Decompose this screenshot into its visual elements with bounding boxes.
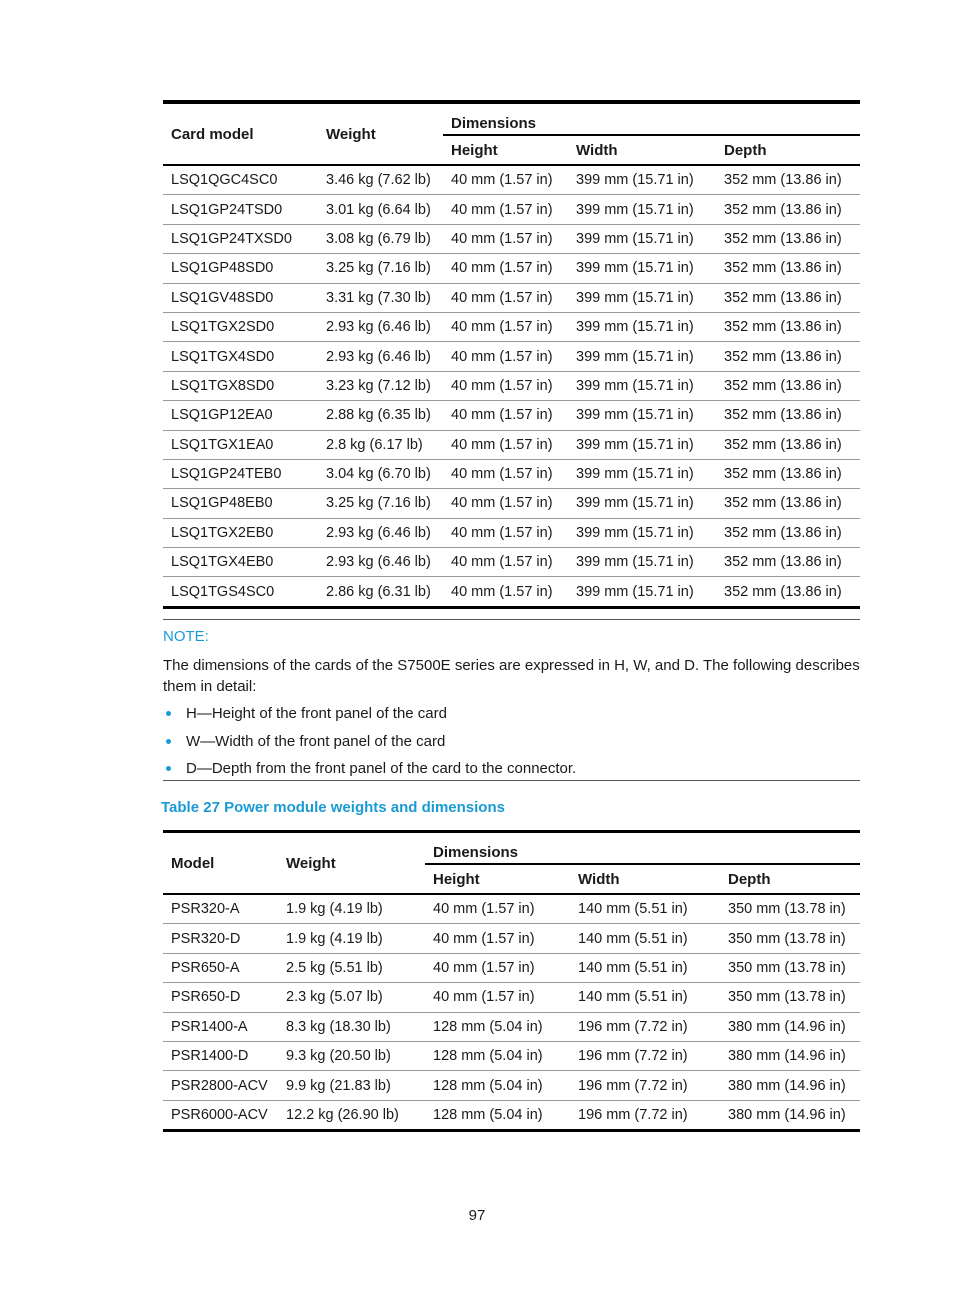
table-cell: 128 mm (5.04 in) xyxy=(425,1071,570,1100)
table-cell: 350 mm (13.78 in) xyxy=(720,924,860,953)
table-cell: 140 mm (5.51 in) xyxy=(570,924,720,953)
table-cell: PSR1400-A xyxy=(163,1012,278,1041)
list-item: D—Depth from the front panel of the card to the connector. xyxy=(163,759,576,787)
table-cell: LSQ1GP24TXSD0 xyxy=(163,224,318,253)
table-cell: PSR2800-ACV xyxy=(163,1071,278,1100)
table-cell: 2.8 kg (6.17 lb) xyxy=(318,430,443,459)
table-cell: 40 mm (1.57 in) xyxy=(451,172,553,189)
table-row xyxy=(163,924,860,953)
table-cell: 2.93 kg (6.46 lb) xyxy=(318,312,443,341)
table-cell: 399 mm (15.71 in) xyxy=(568,401,716,430)
table-cell: 9.9 kg (21.83 lb) xyxy=(278,1071,425,1100)
table-cell: 3.46 kg (7.62 lb) xyxy=(326,172,431,189)
table-cell: 380 mm (14.96 in) xyxy=(720,1041,860,1070)
table-cell: LSQ1QGC4SC0 xyxy=(171,172,278,189)
table-cell: 3.25 kg (7.16 lb) xyxy=(318,489,443,518)
table-cell: 352 mm (13.86 in) xyxy=(716,195,860,224)
table-cell: LSQ1TGS4SC0 xyxy=(163,577,318,607)
header-card-model: Card model xyxy=(163,102,318,165)
page-number: 97 xyxy=(468,1207,486,1224)
table-row xyxy=(163,489,860,518)
table-row xyxy=(163,577,860,607)
table-cell: 350 mm (13.78 in) xyxy=(720,953,860,982)
list-item: H—Height of the front panel of the card xyxy=(163,704,576,732)
table-cell: 196 mm (7.72 in) xyxy=(570,1100,720,1130)
table-cell: 399 mm (15.71 in) xyxy=(568,430,716,459)
header-height: Height xyxy=(425,864,570,894)
table-cell: 352 mm (13.86 in) xyxy=(716,518,860,547)
table-row xyxy=(163,224,860,253)
table-cell: LSQ1GP24TEB0 xyxy=(163,459,318,488)
table-cell: 352 mm (13.86 in) xyxy=(716,254,860,283)
table-cell: 196 mm (7.72 in) xyxy=(570,1041,720,1070)
table-cell: LSQ1GP24TSD0 xyxy=(163,195,318,224)
table-cell: 140 mm (5.51 in) xyxy=(570,983,720,1012)
table-cell: LSQ1TGX2EB0 xyxy=(163,518,318,547)
table-cell: 40 mm (1.57 in) xyxy=(425,924,570,953)
table-cell: 40 mm (1.57 in) xyxy=(443,254,568,283)
table-cell: LSQ1GP48EB0 xyxy=(163,489,318,518)
table-cell: 399 mm (15.71 in) xyxy=(576,172,694,189)
table-cell: 2.93 kg (6.46 lb) xyxy=(318,342,443,371)
table-cell: 40 mm (1.57 in) xyxy=(443,283,568,312)
table-row xyxy=(163,283,860,312)
card-rows xyxy=(163,165,860,607)
table-cell: 196 mm (7.72 in) xyxy=(570,1071,720,1100)
table-row xyxy=(163,401,860,430)
note-box xyxy=(163,619,860,781)
table-row xyxy=(163,983,860,1012)
table-cell: LSQ1GV48SD0 xyxy=(163,283,318,312)
list-item: W—Width of the front panel of the card xyxy=(163,732,576,760)
table-cell: 352 mm (13.86 in) xyxy=(716,548,860,577)
table-cell: 128 mm (5.04 in) xyxy=(425,1012,570,1041)
table-cell: 399 mm (15.71 in) xyxy=(568,342,716,371)
table-cell: 2.93 kg (6.46 lb) xyxy=(318,548,443,577)
table-cell: 3.23 kg (7.12 lb) xyxy=(318,371,443,400)
table-cell: 399 mm (15.71 in) xyxy=(568,577,716,607)
table-cell: 40 mm (1.57 in) xyxy=(443,224,568,253)
table-cell: 40 mm (1.57 in) xyxy=(443,195,568,224)
table-cell: 352 mm (13.86 in) xyxy=(716,312,860,341)
table-cell: PSR650-A xyxy=(163,953,278,982)
table-cell: 40 mm (1.57 in) xyxy=(443,577,568,607)
table-cell: 40 mm (1.57 in) xyxy=(443,312,568,341)
table-cell: PSR320-A xyxy=(171,901,240,918)
table-cell: 399 mm (15.71 in) xyxy=(568,195,716,224)
table-cell: 352 mm (13.86 in) xyxy=(716,577,860,607)
table-cell: LSQ1TGX2SD0 xyxy=(163,312,318,341)
table-cell: 2.3 kg (5.07 lb) xyxy=(278,983,425,1012)
table-cell: 140 mm (5.51 in) xyxy=(578,901,688,918)
table-cell: 352 mm (13.86 in) xyxy=(716,371,860,400)
table-cell: 40 mm (1.57 in) xyxy=(443,518,568,547)
table-cell: 1.9 kg (4.19 lb) xyxy=(278,924,425,953)
table-row xyxy=(163,312,860,341)
table-cell: 352 mm (13.86 in) xyxy=(716,283,860,312)
table-row xyxy=(163,1100,860,1130)
table-cell: 2.86 kg (6.31 lb) xyxy=(318,577,443,607)
bullet-icon xyxy=(166,739,171,744)
table-cell: 40 mm (1.57 in) xyxy=(425,953,570,982)
table-cell: 2.88 kg (6.35 lb) xyxy=(318,401,443,430)
table-row xyxy=(163,518,860,547)
table-cell: 3.04 kg (6.70 lb) xyxy=(318,459,443,488)
header-width: Width xyxy=(570,864,720,894)
header-dimensions: Dimensions xyxy=(425,832,860,865)
table-cell: 3.25 kg (7.16 lb) xyxy=(318,254,443,283)
table-cell: 399 mm (15.71 in) xyxy=(568,548,716,577)
table-cell: LSQ1TGX4EB0 xyxy=(163,548,318,577)
table-row xyxy=(163,254,860,283)
table-row xyxy=(163,894,860,924)
table-cell: LSQ1GP48SD0 xyxy=(163,254,318,283)
table-cell: 352 mm (13.86 in) xyxy=(716,401,860,430)
table-cell: 3.31 kg (7.30 lb) xyxy=(318,283,443,312)
header-depth: Depth xyxy=(720,864,860,894)
note-text: The dimensions of the cards of the S7500E series are expressed in H, W, and D. The following describes them in detail: xyxy=(163,657,860,695)
table-cell: 352 mm (13.86 in) xyxy=(716,342,860,371)
table-cell: LSQ1GP12EA0 xyxy=(163,401,318,430)
table-row xyxy=(163,1041,860,1070)
table-cell: PSR650-D xyxy=(163,983,278,1012)
table-cell: 1.9 kg (4.19 lb) xyxy=(286,901,383,918)
table-cell: 350 mm (13.78 in) xyxy=(720,983,860,1012)
table-cell: 380 mm (14.96 in) xyxy=(720,1071,860,1100)
table-cell: 40 mm (1.57 in) xyxy=(425,983,570,1012)
table-cell: 350 mm (13.78 in) xyxy=(728,901,846,918)
header-weight: Weight xyxy=(278,832,425,895)
table-cell: 40 mm (1.57 in) xyxy=(443,342,568,371)
table-row xyxy=(163,430,860,459)
table-cell: 8.3 kg (18.30 lb) xyxy=(278,1012,425,1041)
table-cell: 352 mm (13.86 in) xyxy=(716,489,860,518)
table-cell: 399 mm (15.71 in) xyxy=(568,371,716,400)
table-cell: 399 mm (15.71 in) xyxy=(568,489,716,518)
table-cell: 40 mm (1.57 in) xyxy=(443,371,568,400)
table-cell: 352 mm (13.86 in) xyxy=(716,459,860,488)
table-cell: 399 mm (15.71 in) xyxy=(568,254,716,283)
table-cell: 40 mm (1.57 in) xyxy=(443,459,568,488)
table-cell: 196 mm (7.72 in) xyxy=(570,1012,720,1041)
table-cell: LSQ1TGX1EA0 xyxy=(163,430,318,459)
header-model: Model xyxy=(163,832,278,895)
table-cell: 40 mm (1.57 in) xyxy=(443,430,568,459)
table-cell: 9.3 kg (20.50 lb) xyxy=(278,1041,425,1070)
table-row xyxy=(163,371,860,400)
table-cell: 399 mm (15.71 in) xyxy=(568,518,716,547)
table-cell: 128 mm (5.04 in) xyxy=(425,1041,570,1070)
note-label: NOTE: xyxy=(163,628,209,645)
table-cell: 40 mm (1.57 in) xyxy=(443,401,568,430)
table-caption: Table 27 Power module weights and dimensions xyxy=(161,799,505,816)
table-row xyxy=(163,548,860,577)
table-cell: 40 mm (1.57 in) xyxy=(443,548,568,577)
table-cell: LSQ1TGX4SD0 xyxy=(163,342,318,371)
card-dimensions-table xyxy=(163,100,860,609)
table-row xyxy=(163,1012,860,1041)
table-cell: LSQ1TGX8SD0 xyxy=(163,371,318,400)
table-cell: 352 mm (13.86 in) xyxy=(724,172,842,189)
table-row xyxy=(163,195,860,224)
table-cell: 12.2 kg (26.90 lb) xyxy=(278,1100,425,1130)
table-cell: 2.93 kg (6.46 lb) xyxy=(318,518,443,547)
table-cell: PSR320-D xyxy=(163,924,278,953)
header-weight: Weight xyxy=(318,102,443,165)
table-cell: 3.01 kg (6.64 lb) xyxy=(318,195,443,224)
bullet-icon xyxy=(166,711,171,716)
header-height: Height xyxy=(443,135,568,165)
table-cell: 380 mm (14.96 in) xyxy=(720,1012,860,1041)
table-cell: 399 mm (15.71 in) xyxy=(568,224,716,253)
table-cell: 40 mm (1.57 in) xyxy=(443,489,568,518)
note-list xyxy=(163,704,576,787)
power-module-table xyxy=(163,830,860,1132)
table-cell: 2.5 kg (5.51 lb) xyxy=(278,953,425,982)
table-cell: PSR6000-ACV xyxy=(163,1100,278,1130)
table-row xyxy=(163,342,860,371)
header-width: Width xyxy=(568,135,716,165)
power-rows xyxy=(163,894,860,1131)
table-row xyxy=(163,459,860,488)
header-depth: Depth xyxy=(716,135,860,165)
header-dimensions: Dimensions xyxy=(443,102,860,135)
table-cell: 128 mm (5.04 in) xyxy=(425,1100,570,1130)
table-cell: 352 mm (13.86 in) xyxy=(716,224,860,253)
table-cell: 399 mm (15.71 in) xyxy=(568,312,716,341)
bullet-icon xyxy=(166,766,171,771)
table-row xyxy=(163,165,860,195)
table-cell: 380 mm (14.96 in) xyxy=(720,1100,860,1130)
table-row xyxy=(163,1071,860,1100)
table-row xyxy=(163,953,860,982)
table-cell: 399 mm (15.71 in) xyxy=(568,459,716,488)
table-cell: PSR1400-D xyxy=(163,1041,278,1070)
table-cell: 3.08 kg (6.79 lb) xyxy=(318,224,443,253)
table-cell: 40 mm (1.57 in) xyxy=(433,901,535,918)
table-cell: 140 mm (5.51 in) xyxy=(570,953,720,982)
table-cell: 399 mm (15.71 in) xyxy=(568,283,716,312)
table-cell: 352 mm (13.86 in) xyxy=(716,430,860,459)
